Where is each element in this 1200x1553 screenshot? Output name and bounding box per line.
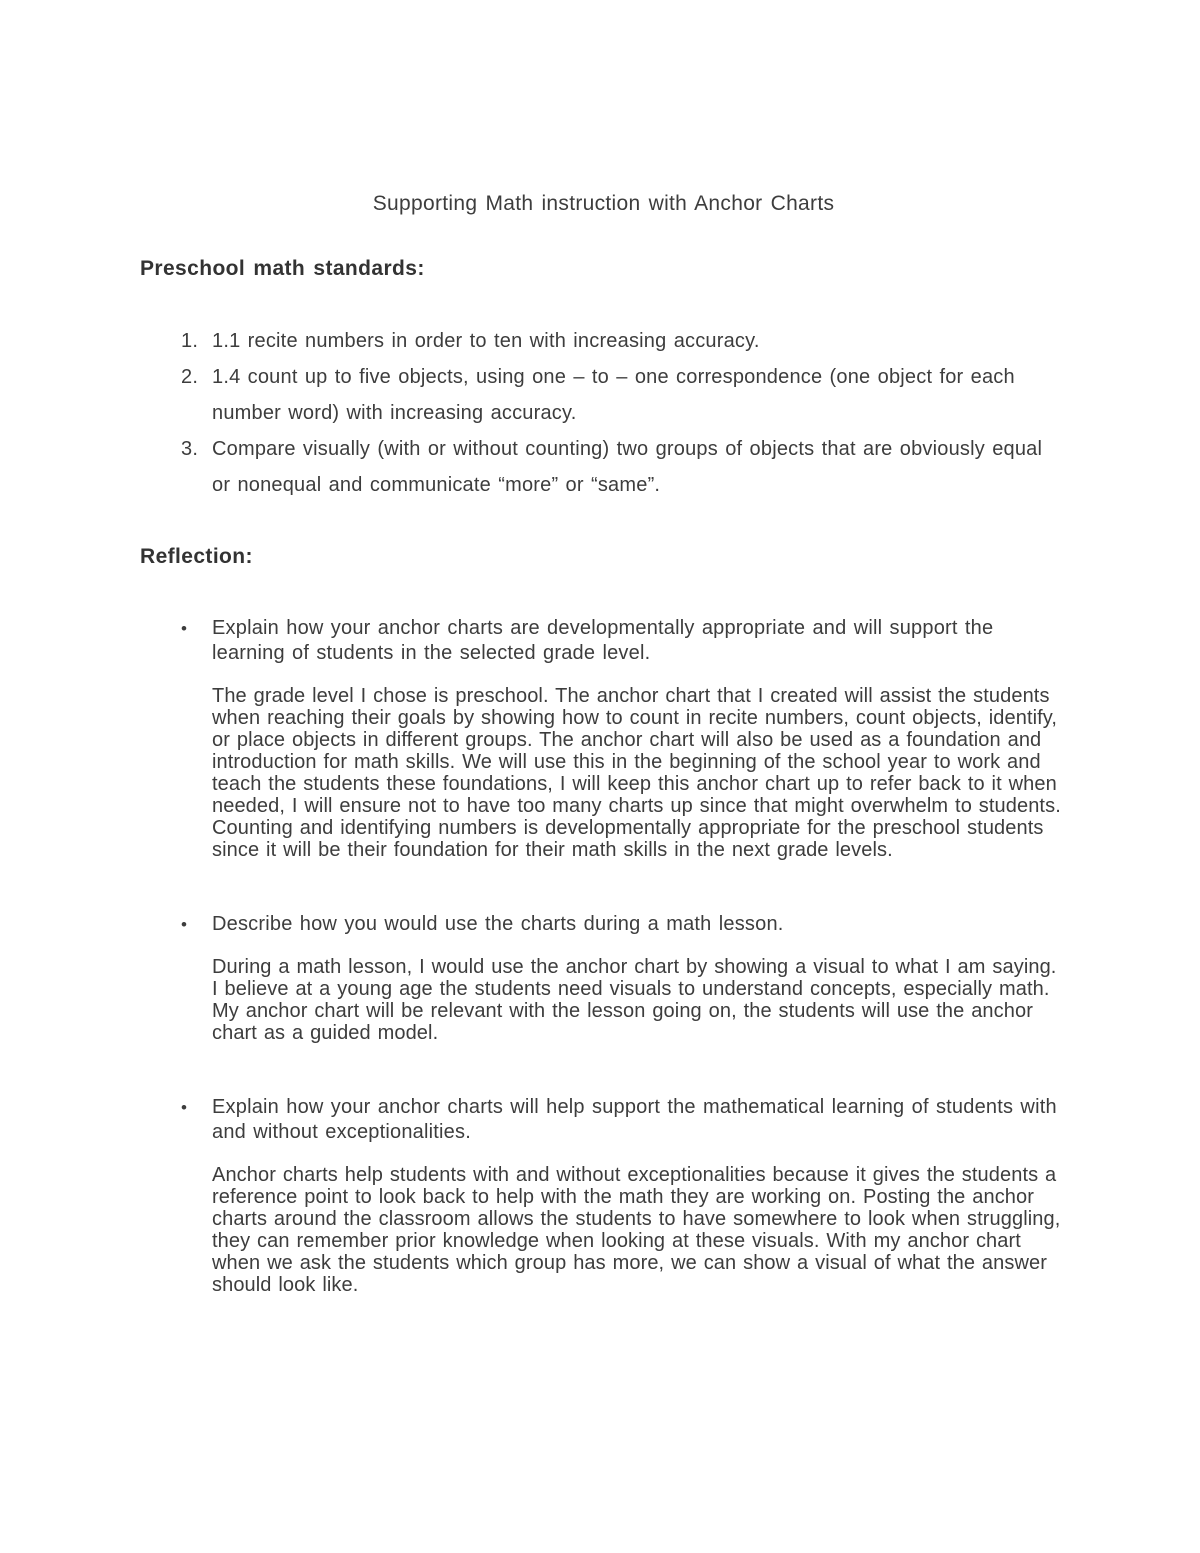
- reflection-question-row: [140, 1095, 1067, 1145]
- reflection-list: [140, 616, 1067, 1296]
- standards-item: [140, 431, 1067, 503]
- section-heading-standards: Preschool math standards:: [140, 257, 425, 280]
- section-heading-reflection: Reflection:: [140, 545, 253, 568]
- reflection-qa-item: [140, 616, 1067, 861]
- reflection-question: Explain how your anchor charts will help support the mathematical learning of students with and without exceptionalities.: [212, 1096, 1057, 1143]
- standards-item-text: 1.1 recite numbers in order to ten with increasing accuracy.: [212, 330, 760, 352]
- standards-item-text: 1.4 count up to five objects, using one – to – one correspondence (one object for each number word) with increasing accuracy.: [212, 366, 1015, 424]
- document-title: Supporting Math instruction with Anchor Charts: [372, 192, 835, 215]
- reflection-answer: During a math lesson, I would use the anchor chart by showing a visual to what I am saying. I believe at a young age the students need visuals to understand concepts, especially math. My anchor chart will be relevant with the lesson going on, the students will use the anchor chart as a guided model.: [212, 956, 1057, 1044]
- standards-item-text: Compare visually (with or without counting) two groups of objects that are obviously equal or nonequal and communicate “more” or “same”.: [212, 438, 1043, 496]
- bullet-icon: •: [181, 915, 188, 934]
- standards-item: [140, 323, 1067, 359]
- list-number: 3.: [181, 438, 199, 460]
- list-number: 2.: [181, 366, 199, 388]
- reflection-qa-item: [140, 1095, 1067, 1296]
- bullet-icon: •: [181, 1098, 188, 1117]
- list-number: 1.: [181, 330, 199, 352]
- standards-list: [140, 323, 1067, 503]
- reflection-question-row: [140, 912, 1067, 937]
- reflection-question-row: [140, 616, 1067, 666]
- reflection-qa-item: [140, 912, 1067, 1044]
- reflection-question: Explain how your anchor charts are developmentally appropriate and will support the learning of students in the selected grade level.: [212, 617, 994, 664]
- bullet-icon: •: [181, 619, 188, 638]
- reflection-question: Describe how you would use the charts during a math lesson.: [212, 913, 784, 935]
- reflection-answer: The grade level I chose is preschool. The anchor chart that I created will assist the students when reaching their goals by showing how to count in recite numbers, count objects, identify, or place objects in different groups. The anchor chart will also be used as a foundation and introduction for math skills. We will use this in the beginning of the school year to work and teach the students these foundations, I will keep this anchor chart up to refer back to it when needed, I will ensure not to have too many charts up since that might overwhelm to students. Counting and identifying numbers is developmentally appropriate for the preschool students since it will be their foundation for their math skills in the next grade levels.: [212, 685, 1061, 861]
- standards-item: [140, 359, 1067, 431]
- reflection-answer: Anchor charts help students with and without exceptionalities because it gives the students a reference point to look back to help with the math they are working on. Posting the anchor charts around the classroom allows the students to have somewhere to look when struggling, they can remember prior knowledge when looking at these visuals. With my anchor chart when we ask the students which group has more, we can show a visual of what the answer should look like.: [212, 1164, 1061, 1296]
